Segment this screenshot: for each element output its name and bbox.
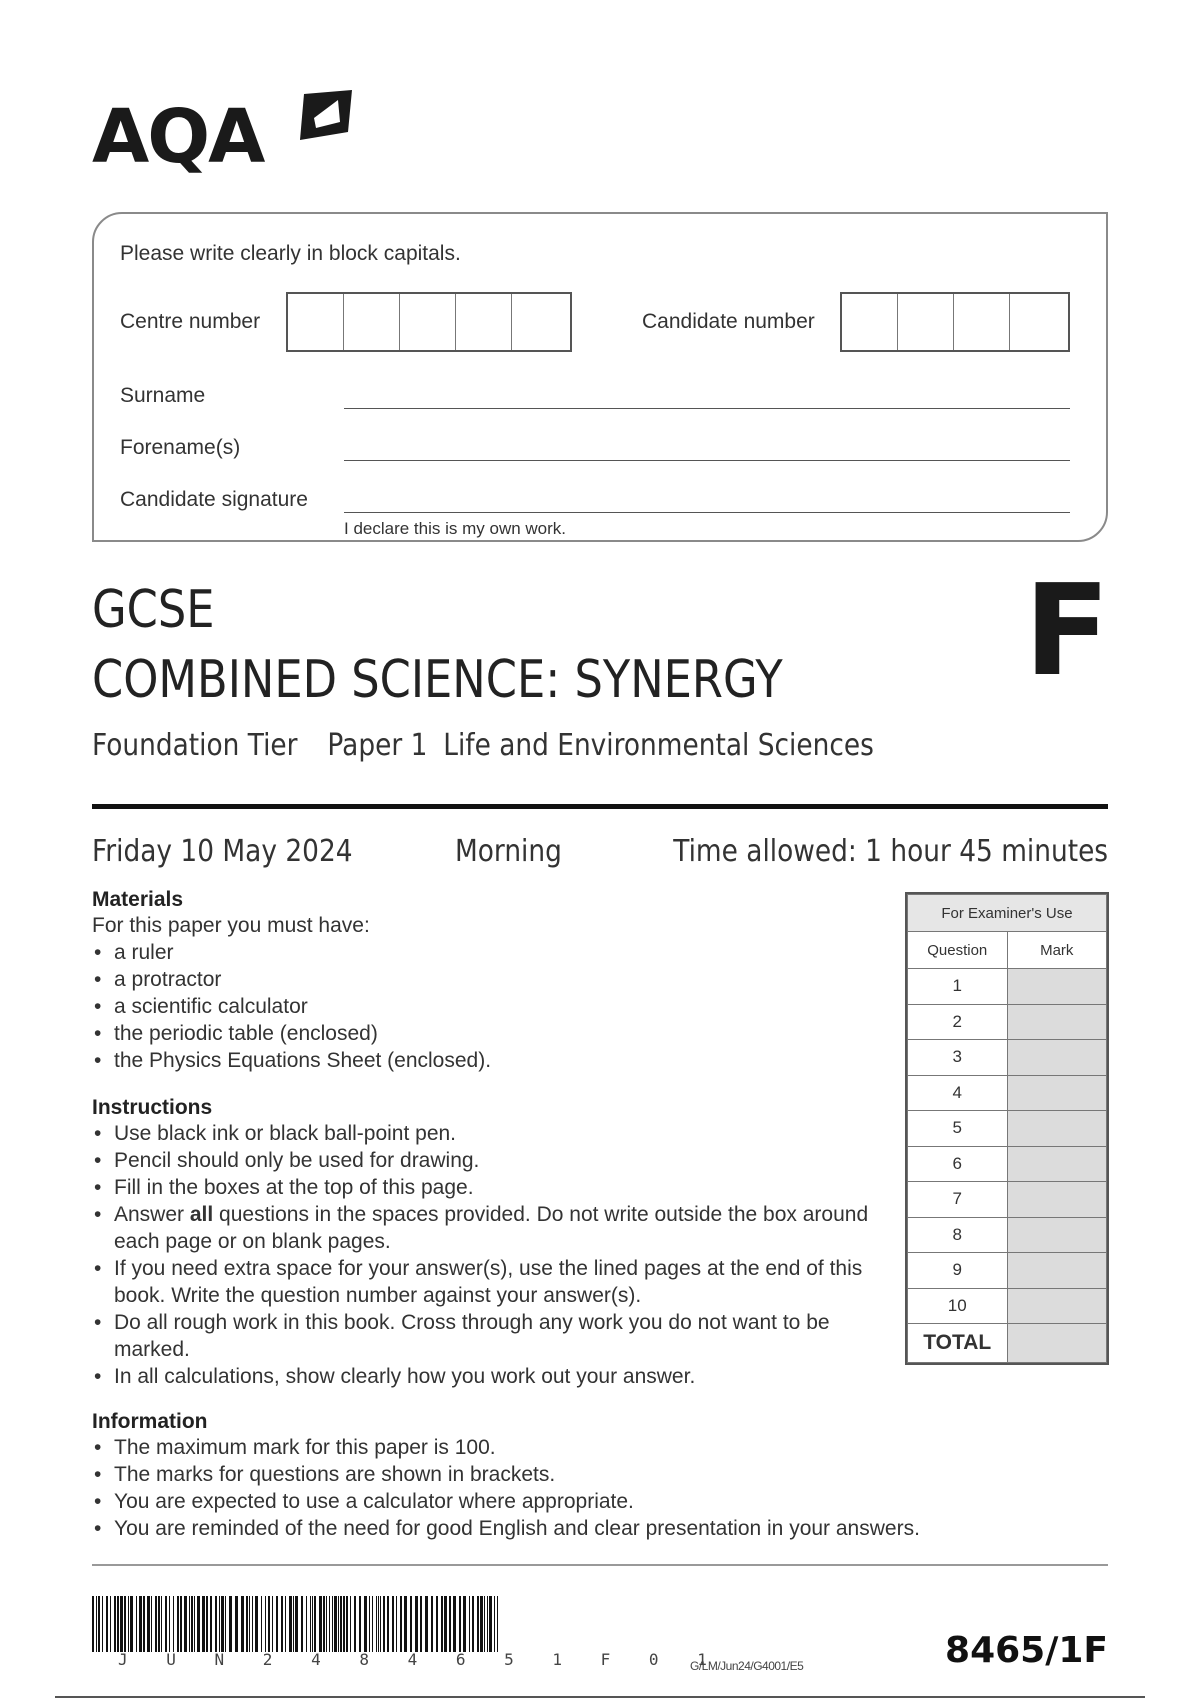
instruction-item: • In all calculations, show clearly how you work out your answer.	[92, 1363, 882, 1390]
time-allowed: Time allowed: 1 hour 45 minutes	[673, 834, 1108, 869]
examiner-table-title: For Examiner's Use	[908, 895, 1107, 932]
forenames-label: Forename(s)	[120, 436, 241, 459]
paper-title: Life and Environmental Sciences	[443, 728, 874, 763]
materials-list	[92, 939, 872, 1074]
barcode-icon	[92, 1596, 504, 1652]
candidate-number-box[interactable]	[898, 294, 954, 350]
centre-number-boxes[interactable]	[286, 292, 572, 352]
instruction-item: • If you need extra space for your answer(s), use the lined pages at the end of this book. Write the question number against your answer(s).	[92, 1255, 882, 1309]
information-item: • The marks for questions are shown in brackets.	[92, 1461, 1092, 1488]
question-column-header: Question	[908, 932, 1008, 969]
instruction-item: • Do all rough work in this book. Cross through any work you do not want to be marked.	[92, 1309, 882, 1363]
footer-reference: G/LM/Jun24/G4001/E5	[690, 1659, 804, 1673]
candidate-number-box[interactable]	[954, 294, 1010, 350]
question-number: 8	[908, 1217, 1008, 1253]
instruction-item: • Pencil should only be used for drawing.	[92, 1147, 882, 1174]
materials-item: • a scientific calculator	[92, 993, 872, 1020]
question-number: 6	[908, 1146, 1008, 1182]
paper-number: Paper 1	[327, 728, 428, 763]
information-list	[92, 1434, 1092, 1542]
materials-item: • the periodic table (enclosed)	[92, 1020, 872, 1047]
question-number: 5	[908, 1111, 1008, 1147]
materials-item: • the Physics Equations Sheet (enclosed).	[92, 1047, 872, 1074]
exam-date: Friday 10 May 2024	[92, 834, 353, 869]
paper-code: 8465/1F	[945, 1630, 1108, 1671]
examiner-use-table	[905, 892, 1109, 1365]
materials-intro: For this paper you must have:	[92, 914, 370, 937]
instruction-item: • Answer all questions in the spaces provided. Do not write outside the box around each page or on blank pages.	[92, 1201, 882, 1255]
subject-title: COMBINED SCIENCE: SYNERGY	[92, 650, 783, 710]
candidate-number-label: Candidate number	[642, 310, 815, 333]
question-number: 9	[908, 1253, 1008, 1289]
question-number: 7	[908, 1182, 1008, 1218]
centre-number-box[interactable]	[456, 294, 512, 350]
centre-number-box[interactable]	[400, 294, 456, 350]
materials-item: • a protractor	[92, 966, 872, 993]
forenames-line[interactable]	[344, 460, 1070, 461]
total-label: TOTAL	[908, 1324, 1008, 1363]
centre-number-box[interactable]	[344, 294, 400, 350]
question-number: 4	[908, 1075, 1008, 1111]
question-number: 3	[908, 1040, 1008, 1076]
centre-number-box[interactable]	[288, 294, 344, 350]
footer-divider	[92, 1564, 1108, 1566]
instructions-section	[92, 1096, 882, 1390]
materials-heading: Materials	[92, 888, 184, 911]
mark-cell	[1007, 1004, 1107, 1040]
mark-cell	[1007, 969, 1107, 1005]
candidate-details-box	[92, 212, 1108, 542]
information-section	[92, 1410, 1092, 1542]
tier-letter: F	[1024, 557, 1111, 704]
centre-number-box[interactable]	[512, 294, 568, 350]
header-divider	[92, 804, 1108, 809]
instructions-list	[92, 1120, 882, 1390]
candidate-number-boxes[interactable]	[840, 292, 1070, 352]
surname-line[interactable]	[344, 408, 1070, 409]
centre-number-label: Centre number	[120, 310, 261, 333]
signature-label: Candidate signature	[120, 488, 308, 511]
signature-line[interactable]	[344, 512, 1070, 513]
barcode-text: J U N 2 4 8 4 6 5 1 F 0 1	[118, 1650, 722, 1669]
instruction-item: • Use black ink or black ball-point pen.	[92, 1120, 882, 1147]
question-number: 2	[908, 1004, 1008, 1040]
mark-cell	[1007, 1040, 1107, 1076]
surname-label: Surname	[120, 384, 206, 407]
mark-cell	[1007, 1075, 1107, 1111]
candidate-number-box[interactable]	[1010, 294, 1066, 350]
instruction-item: • Fill in the boxes at the top of this page.	[92, 1174, 882, 1201]
logo-mark-icon	[298, 88, 356, 144]
exam-session: Morning	[455, 834, 562, 869]
page-bottom-rule	[55, 1696, 1145, 1698]
mark-cell	[1007, 1111, 1107, 1147]
total-mark-cell	[1007, 1324, 1107, 1363]
mark-cell	[1007, 1182, 1107, 1218]
mark-column-header: Mark	[1007, 932, 1107, 969]
question-number: 10	[908, 1288, 1008, 1324]
information-item: • The maximum mark for this paper is 100.	[92, 1434, 1092, 1461]
information-item: • You are reminded of the need for good English and clear presentation in your answers.	[92, 1515, 1092, 1542]
materials-item: • a ruler	[92, 939, 872, 966]
mark-cell	[1007, 1253, 1107, 1289]
tier-name: Foundation Tier	[92, 728, 298, 763]
mark-cell	[1007, 1146, 1107, 1182]
tier-paper-line	[92, 728, 874, 763]
mark-cell	[1007, 1217, 1107, 1253]
materials-section	[92, 888, 872, 1074]
declaration-text: I declare this is my own work.	[344, 519, 567, 538]
qualification-title: GCSE	[92, 580, 215, 640]
information-item: • You are expected to use a calculator where appropriate.	[92, 1488, 1092, 1515]
block-capitals-instruction: Please write clearly in block capitals.	[120, 242, 461, 265]
mark-cell	[1007, 1288, 1107, 1324]
information-heading: Information	[92, 1410, 208, 1433]
question-number: 1	[908, 969, 1008, 1005]
aqa-logo	[92, 88, 362, 183]
instructions-heading: Instructions	[92, 1096, 213, 1119]
candidate-number-box[interactable]	[842, 294, 898, 350]
logo-wordmark: AQA	[92, 94, 264, 180]
